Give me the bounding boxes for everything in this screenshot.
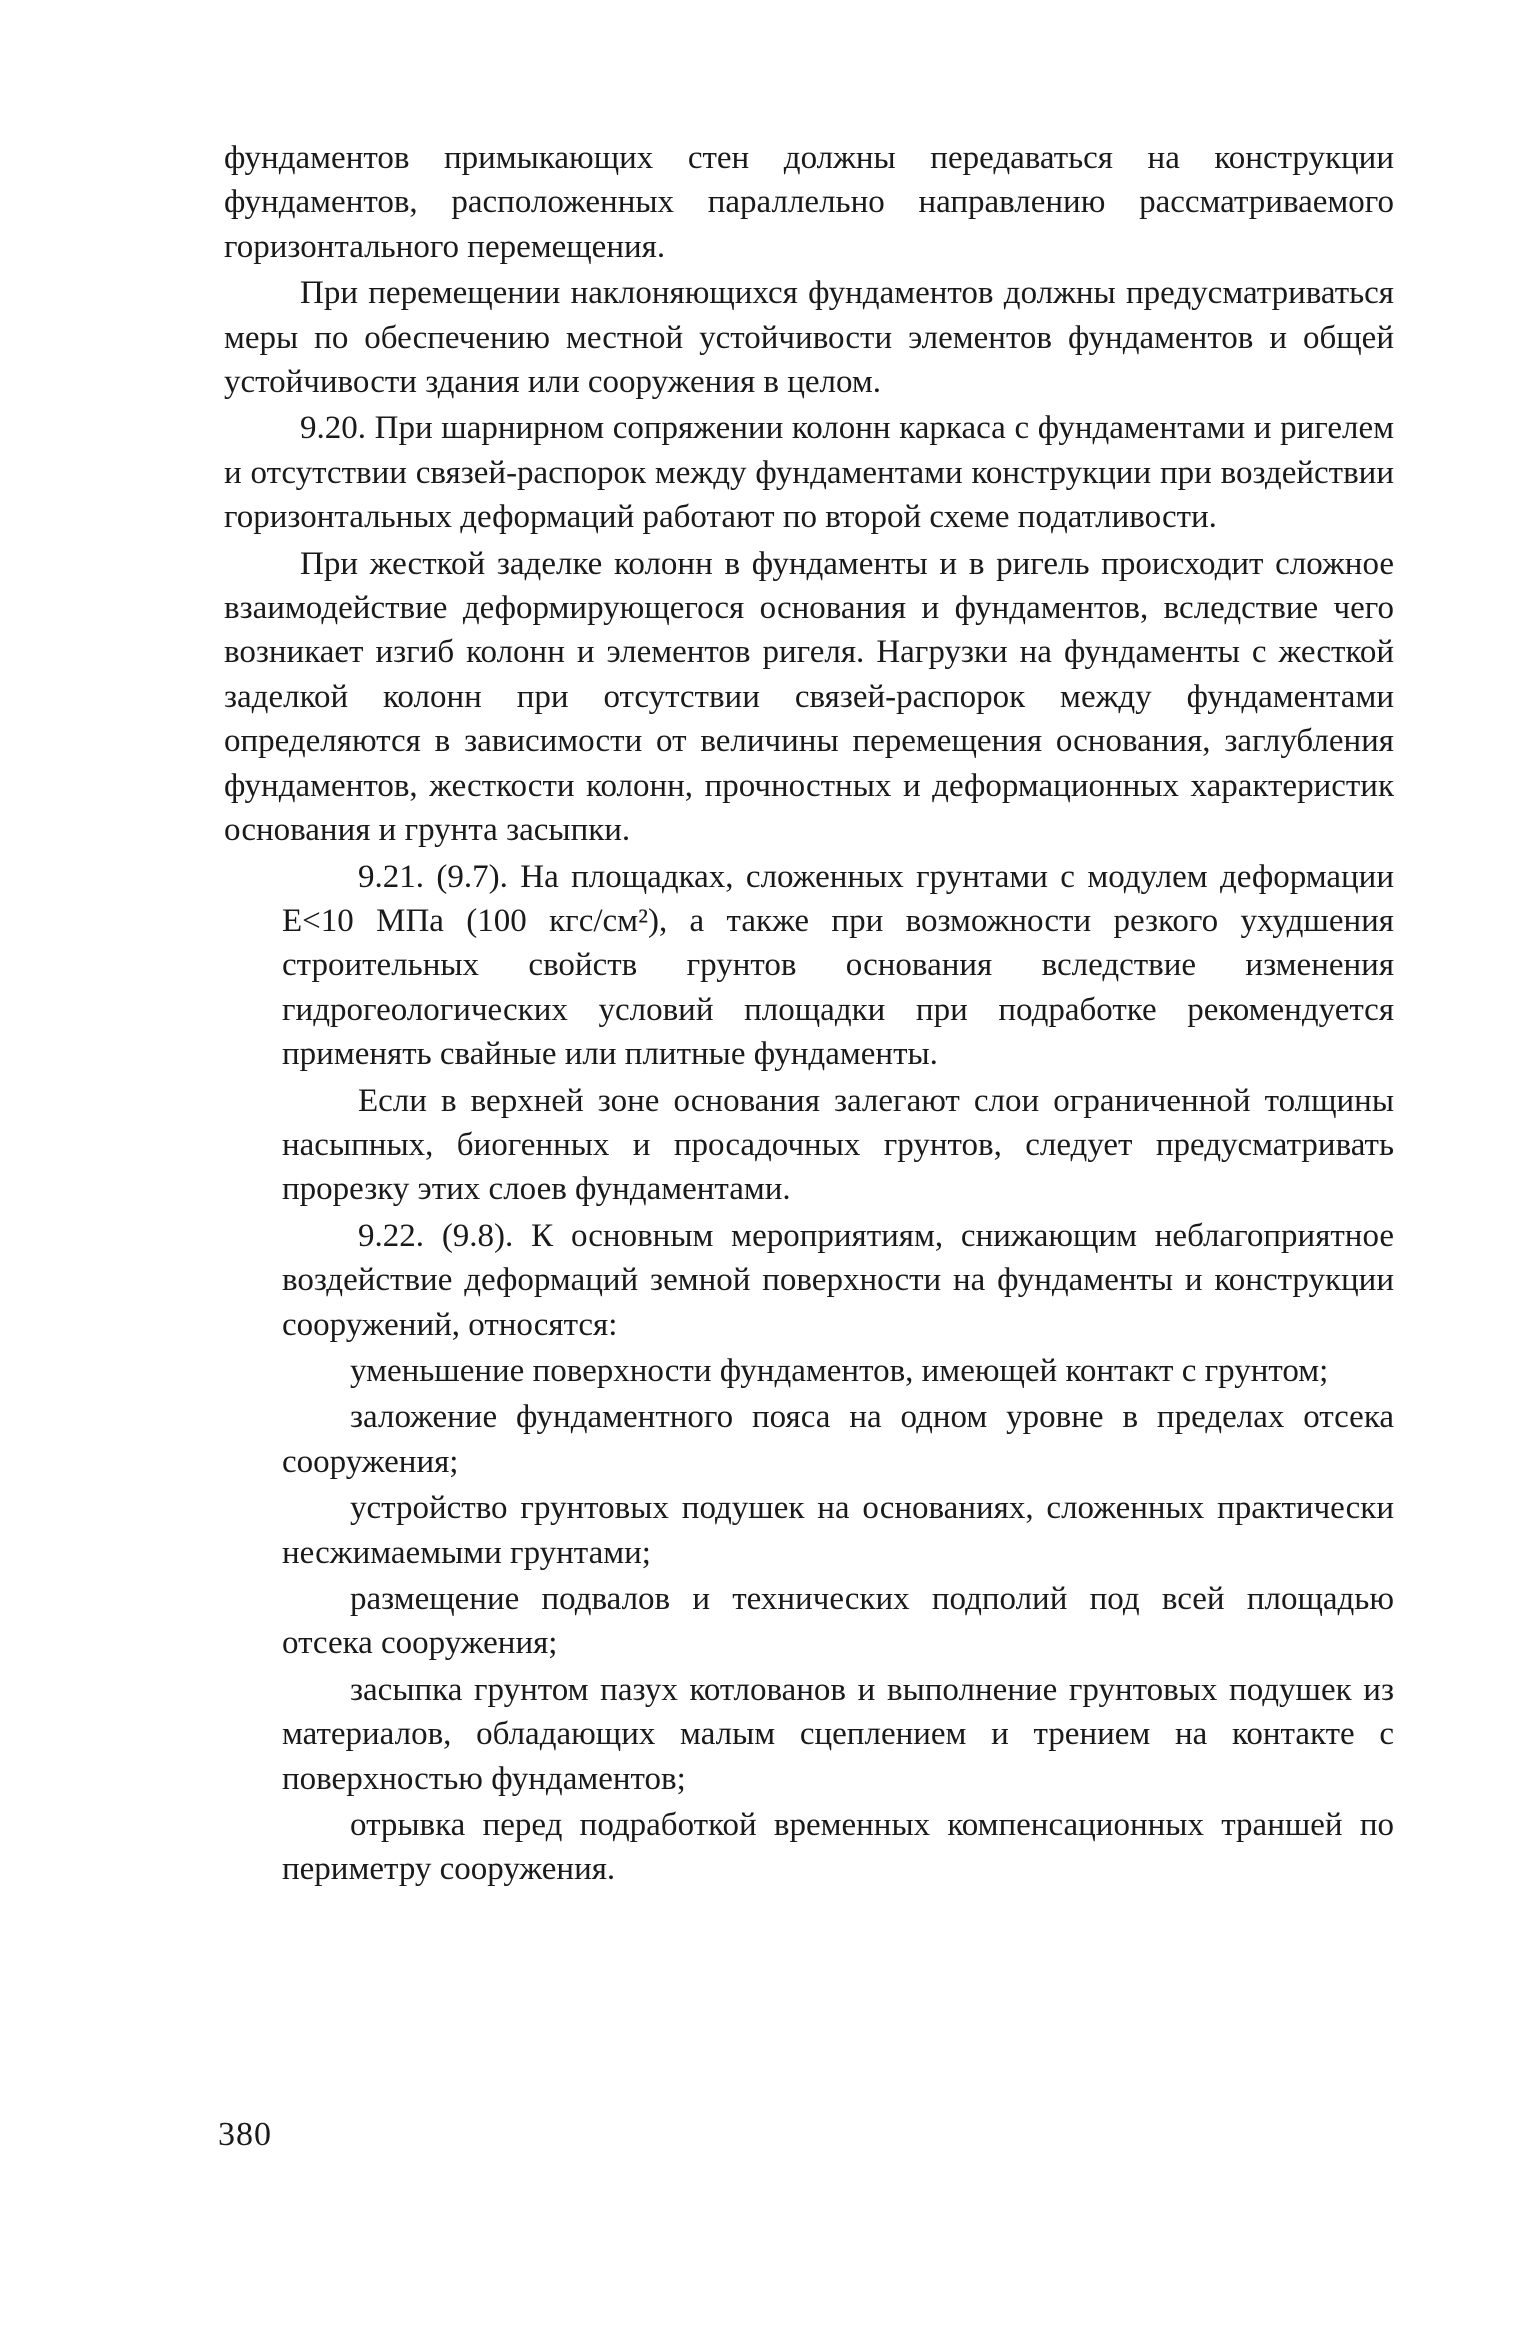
paragraph-1: фундаментов примыкающих стен должны передаваться на конструкции фундаментов, расположенных параллельно направлению рассматриваемого горизонтального перемещения.	[224, 140, 1394, 265]
list-item: размещение подвалов и технических подполий под всей площадью отсека сооружения;	[282, 1581, 1394, 1662]
paragraph-6: Если в верхней зоне основания залегают слои ограниченной толщины насыпных, биогенных и просадочных грунтов, следует предусматривать прорезку этих слоев фундаментами.	[282, 1082, 1394, 1208]
body-text	[224, 136, 1394, 1894]
paragraph-9-20: 9.20. При шарнирном сопряжении колонн каркаса с фундаментами и ригелем и отсутствии связей-распорок между фундаментами конструкции при воздействии горизонтальных деформаций работают по второй схеме податливости.	[224, 410, 1394, 536]
paragraph-2: При перемещении наклоняющихся фундаментов должны предусматриваться меры по обеспечению местной устойчивости элементов фундаментов и общей устойчивости здания или сооружения в целом.	[224, 275, 1394, 401]
list-item: заложение фундаментного пояса на одном уровне в пределах отсека сооружения;	[282, 1399, 1394, 1480]
page-number: 380	[218, 2116, 272, 2153]
revision-section	[224, 855, 1394, 1892]
list-item: засыпка грунтом пазух котлованов и выполнение грунтовых подушек из материалов, обладающих малым сцеплением и трением на контакте с поверхностью фундаментов;	[282, 1671, 1394, 1797]
paragraph-9-21: 9.21. (9.7). На площадках, сложенных грунтами с модулем деформации E<10 МПа (100 кгс/см²), а также при возможности резкого ухудшения строительных свойств грунтов основания вследствие изменения гидрогеологических условий площадки при подработке рекомендуется применять свайные или плитные фундаменты.	[282, 858, 1394, 1073]
list-item: устройство грунтовых подушек на основаниях, сложенных практически несжимаемыми грунтами;	[282, 1490, 1394, 1571]
list-item: отрывка перед подработкой временных компенсационных траншей по периметру сооружения.	[282, 1807, 1394, 1888]
list-item: уменьшение поверхности фундаментов, имеющей контакт с грунтом;	[350, 1352, 1329, 1389]
paragraph-9-22: 9.22. (9.8). К основным мероприятиям, снижающим неблагоприятное воздействие деформаций земной поверхности на фундаменты и конструкции сооружений, относятся:	[282, 1217, 1394, 1343]
paragraph-4: При жесткой заделке колонн в фундаменты и в ригель происходит сложное взаимодействие деформирующегося основания и фундаментов, вследствие чего возникает изгиб колонн и элементов ригеля. Нагрузки на фундаменты с жесткой заделкой колонн при отсутствии связей-распорок между фундаментами определяются в зависимости от величины перемещения основания, заглубления фундаментов, жесткости колонн, прочностных и деформационных характеристик основания и грунта засыпки.	[224, 545, 1394, 849]
